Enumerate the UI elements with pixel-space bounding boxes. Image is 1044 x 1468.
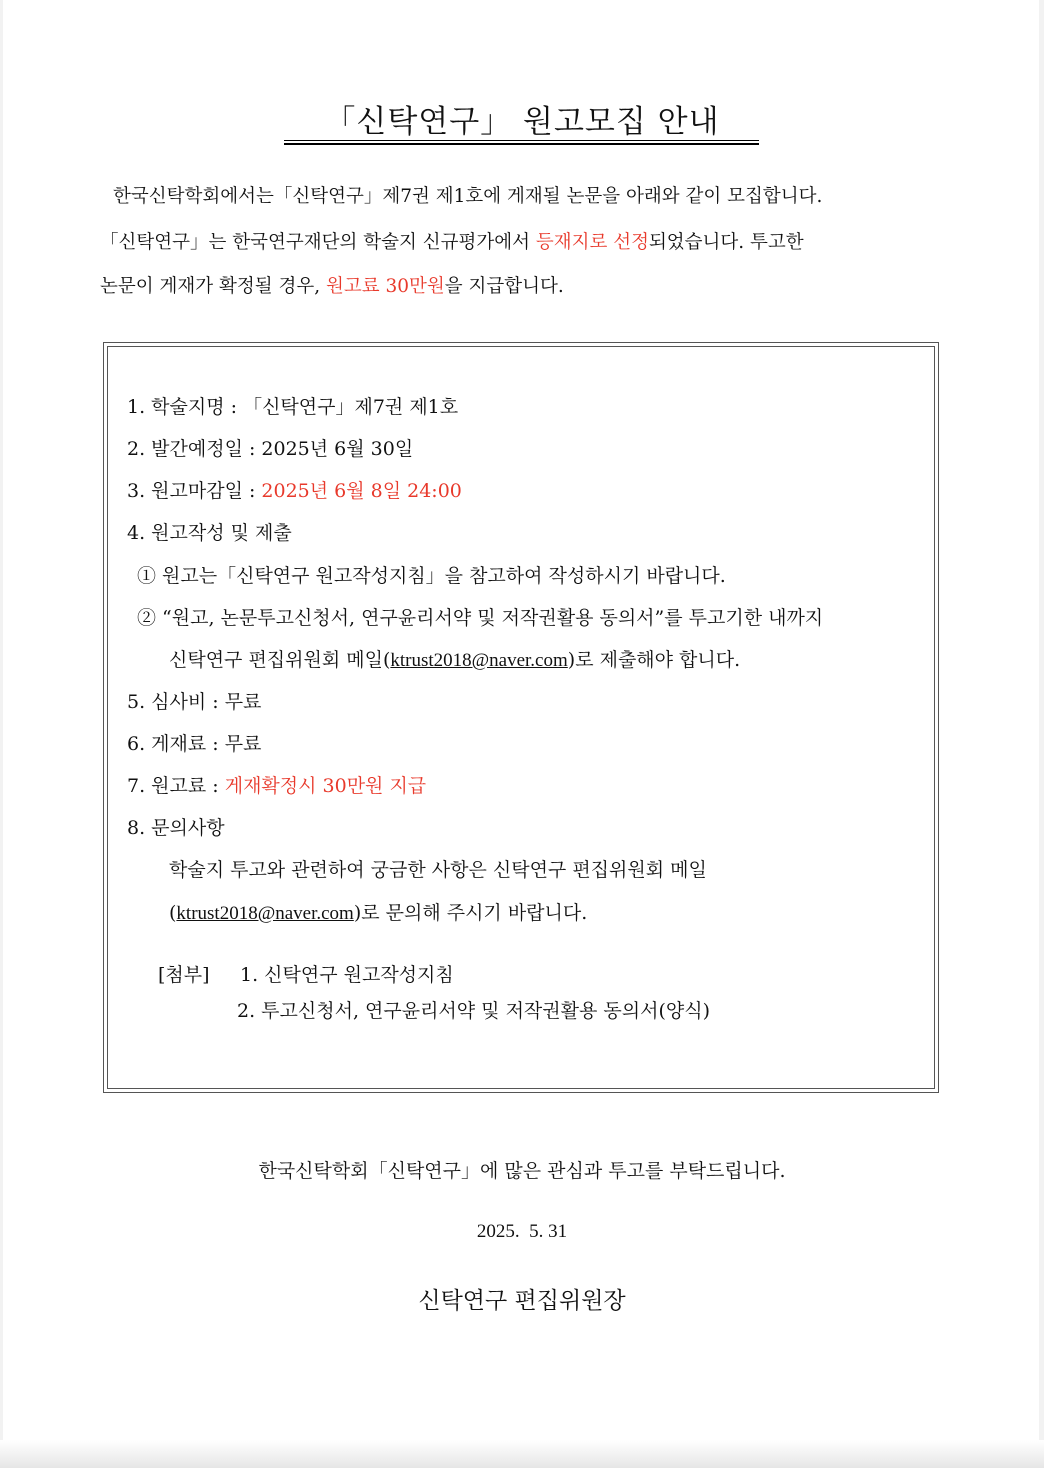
item-journal-name: 1. 학술지명 : 「신탁연구」제7권 제1호 — [127, 396, 459, 418]
item-deadline — [127, 476, 462, 503]
attachments-label: [첨부] — [158, 964, 210, 986]
item-inquiries-text: 학술지 투고와 관련하여 궁금한 사항은 신탁연구 편집위원회 메일 — [169, 859, 707, 881]
item-deadline-value: 2025년 6월 8일 24:00 — [261, 480, 462, 502]
intro-line-3-text-a: 논문이 게재가 확정될 경우, — [100, 276, 326, 297]
intro-line-1 — [113, 182, 958, 208]
item-review-fee: 5. 심사비 : 무료 — [127, 691, 262, 713]
item-submission: 4. 원고작성 및 제출 — [127, 522, 292, 544]
attachment-1: 1. 신탁연구 원고작성지침 — [240, 964, 454, 986]
item-publication-fee: 6. 게재료 : 무료 — [127, 733, 262, 755]
item-inquiries: 8. 문의사항 — [127, 817, 225, 839]
intro-line-3-text-b: 을 지급합니다. — [444, 276, 564, 297]
item-publish-date: 2. 발간예정일 : 2025년 6월 30일 — [127, 438, 414, 460]
item-honorarium-value: 게재확정시 30만원 지급 — [224, 775, 427, 797]
intro-line-2 — [100, 228, 945, 254]
inquiries-email-link[interactable]: ktrust2018@naver.com — [176, 903, 354, 924]
item-submission-email-prefix: 신탁연구 편집위원회 메일( — [169, 649, 391, 671]
document-date — [0, 1220, 1044, 1243]
intro-line-3-highlight: 원고료 30만원 — [326, 276, 445, 297]
intro-line-1-text: 한국신탁학회에서는「신탁연구」제7권 제1호에 게재될 논문을 아래와 같이 모집합니다. — [113, 186, 823, 207]
item-honorarium-label: 7. 원고료 : — [127, 775, 225, 797]
item-submission-documents: ② “원고, 논문투고신청서, 연구윤리서약 및 저작권활용 동의서”를 투고기한 내까지 — [137, 607, 824, 629]
item-submission-guideline: ① 원고는「신탁연구 원고작성지침」을 참고하여 작성하시기 바랍니다. — [137, 565, 726, 587]
page-bottom-shade — [0, 1440, 1044, 1468]
intro-line-3 — [100, 272, 945, 298]
document-date-text: 2025. 5. 31 — [476, 1221, 568, 1242]
title-underline — [284, 140, 759, 145]
intro-line-2-text-a: 「신탁연구」는 한국연구재단의 학술지 신규평가에서 — [100, 232, 536, 253]
item-inquiries-email-prefix: ( — [169, 902, 177, 924]
signature: 신탁연구 편집위원장 — [418, 1288, 626, 1314]
intro-line-2-text-b: 되었습니다. 투고한 — [648, 232, 804, 253]
submission-email-link[interactable]: ktrust2018@naver.com — [390, 650, 568, 671]
item-submission-email-line — [169, 645, 740, 672]
item-honorarium — [127, 771, 426, 798]
item-deadline-label: 3. 원고마감일 : — [127, 480, 262, 502]
attachment-2: 2. 투고신청서, 연구윤리서약 및 저작권활용 동의서(양식) — [237, 1000, 710, 1022]
item-inquiries-email-suffix: )로 문의해 주시기 바랍니다. — [353, 902, 588, 924]
item-submission-email-suffix: )로 제출해야 합니다. — [567, 649, 741, 671]
item-inquiries-email-line — [169, 898, 587, 925]
intro-line-2-highlight: 등재지로 선정 — [535, 232, 649, 253]
closing-message: 한국신탁학회「신탁연구」에 많은 관심과 투고를 부탁드립니다. — [258, 1160, 786, 1182]
page-title: 「신탁연구」 원고모집 안내 — [324, 104, 720, 140]
